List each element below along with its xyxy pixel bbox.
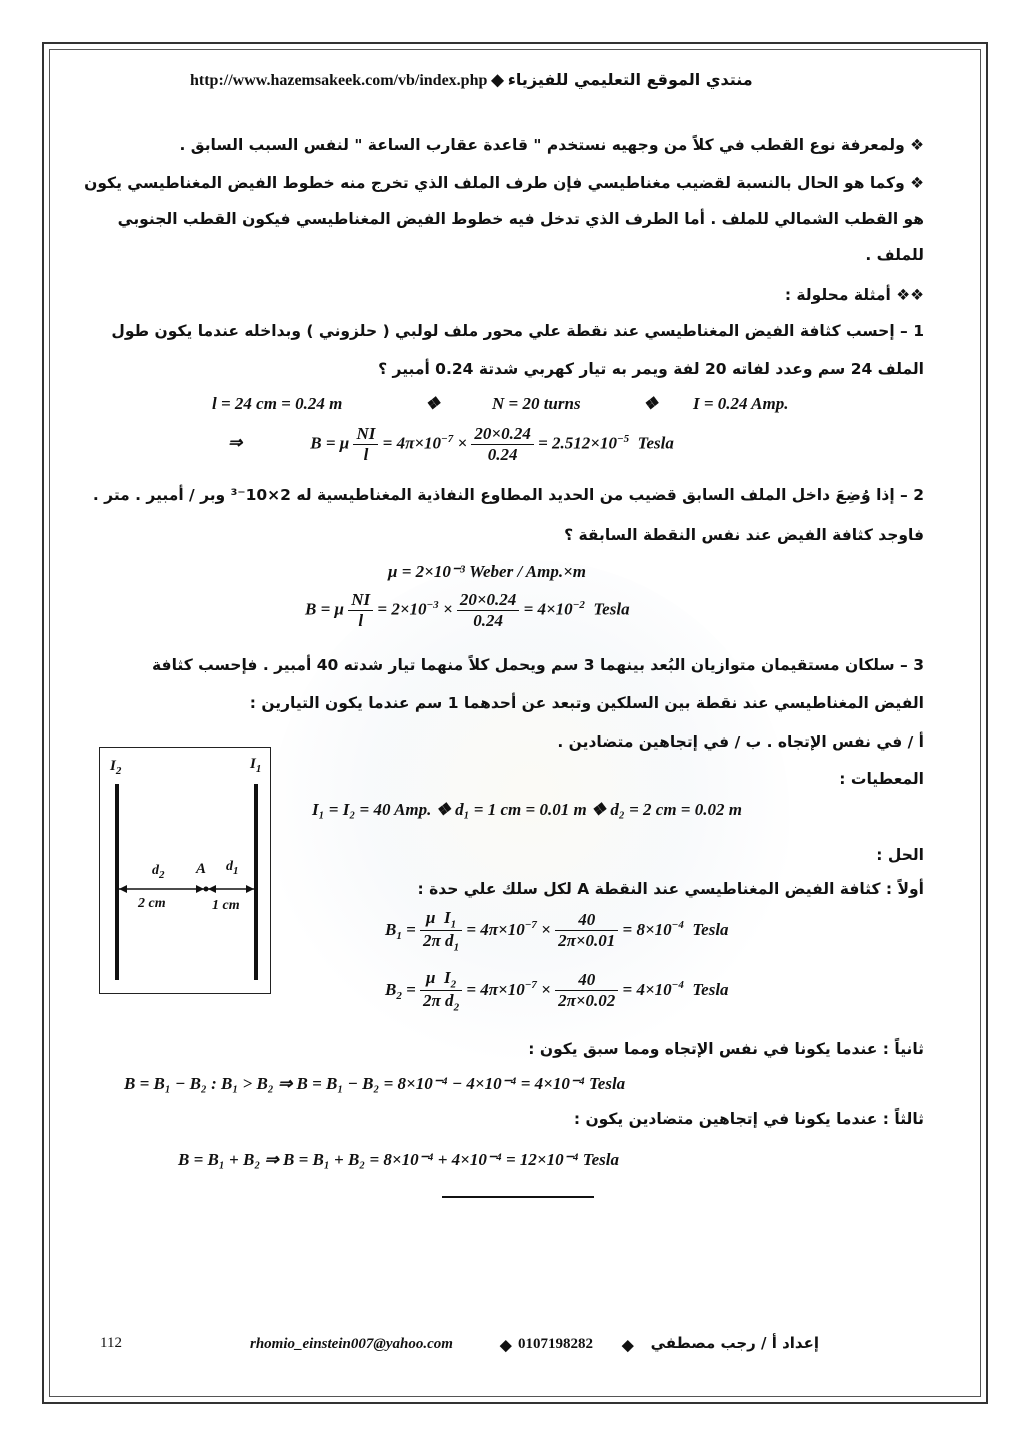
mu-value: μ = 2×10⁻³ Weber / Amp.×m [388,562,587,581]
arrow-head-icon [119,885,127,893]
question-2-line-1: 2 – إذا وُضِعَ داخل الملف السابق قضيب من الحديد المطاوع النفاذية المغناطيسية له 2×10⁻³ وبر / أمبير . متر . [92,486,924,504]
label-i1: $I_1$ [250,756,262,775]
footer-email[interactable]: rhomio_einstein007@yahoo.com [250,1336,453,1352]
arrow-head-icon [246,885,254,893]
paragraph-line-1: ❖ ولمعرفة نوع القطب في كلاً من وجهيه نستخدم " قاعدة عقارب الساعة " لنفس السبب السابق . [179,136,924,154]
diamond-icon: ❖ [425,394,441,413]
label-d2: $d_2$ [152,863,165,881]
question-3-line-1: 3 – سلكان مستقيمان متوازيان البُعد بينهما 3 سم ويحمل كلاً منهما تيار شدته 40 أمبير . فإحسب كثافة [152,656,924,674]
given-wires: I₁ = I₂ = 40 Amp. ❖ d₁ = 1 cm = 0.01 m ❖ d₂ = 2 cm = 0.02 m [312,800,742,819]
header-title: منتدي الموقع التعليمي للفيزياء [507,70,753,89]
wires-diagram [99,747,271,994]
equation-b1: $B_1$ = $\frac{\mu I_1}{2\pi d_1}$ = $4\pi\times 10^{-7}$ × $\frac{40}{2\pi\times 0.01}$ = $8\times 10^{-4}$ Tesla [385,908,729,954]
arrow-head-icon [208,885,216,893]
equation-2: B = μ $\frac{NI}{l}$ = $2\times 10^{-3}$ × $\frac{20\times 0.24}{0.24}$ = $4\times 10^{-2}$ Tesla [305,590,630,630]
givens-label: المعطيات : [839,770,924,788]
point-a-dot [204,887,209,892]
given-turns: N = 20 turns [492,394,581,413]
question-2-line-2: فاوجد كثافة الفيض عند نفس النقطة السابقة ؟ [564,526,924,544]
footer-author: إعداد أ / رجب مصطفي [650,1334,819,1352]
label-i2: $I_2$ [110,758,122,777]
label-d1: $d_1$ [226,859,239,877]
paragraph-line-3: هو القطب الشمالي للملف . أما الطرف الذي تدخل فيه خطوط الفيض المغناطيسي فيكون القطب الجنوبي [117,210,924,228]
paragraph-line-2: ❖ وكما هو الحال بالنسبة لقضيب مغناطيسي فإن طرف الملف الذي تخرج منه خطوط الفيض المغناطيسي يكون [84,174,924,192]
third-step: ثالثاً : عندما يكونا في إتجاهين متضادين يكون : [573,1110,924,1128]
equation-b2: $B_2$ = $\frac{\mu I_2}{2\pi d_2}$ = $4\pi\times 10^{-7}$ × $\frac{40}{2\pi\times 0.02}$ = $4\times 10^{-4}$ Tesla [385,968,729,1014]
question-3-parts: أ / في نفس الإتجاه . ب / في إتجاهين متضادين . [557,733,924,751]
diamond-icon: ◆ [622,1338,634,1354]
page-number: 112 [100,1335,122,1351]
question-3-line-2: الفيض المغناطيسي عند نقطة بين السلكين وتبعد عن أحدهما 1 سم عندما يكون التيارين : [249,694,924,712]
solution-label: الحل : [876,846,924,864]
wires-diagram-svg [100,748,269,992]
label-2cm: 2 cm [138,896,166,911]
label-point-a: A [196,861,207,877]
solved-examples-heading: ❖❖ أمثلة محلولة : [784,286,924,304]
question-1-line-1: 1 – إحسب كثافة الفيض المغناطيسي عند نقطة علي محور ملف لولبي ( حلزوني ) وبداخله عندما يكون طول [111,322,924,340]
label-1cm: 1 cm [212,898,240,913]
question-1-line-2: الملف 24 سم وعدد لفاته 20 لفة ويمر به تيار كهربي شدتة 0.24 أمبير ؟ [378,360,924,378]
equation-1: ⇒ B = μ $\frac{NI}{l}$ = $4\pi\times 10^{-7}$ × $\frac{20\times 0.24}{0.24}$ = $2.512\times 10^{-5}$ Tesla [228,424,674,464]
paragraph-line-4: للملف . [865,246,924,264]
diamond-icon: ◆ [491,72,508,89]
header-url[interactable]: http://www.hazemsakeek.com/vb/index.php [190,72,488,89]
given-length: l = 24 cm = 0.24 m [212,394,343,413]
given-current: I = 0.24 Amp. [693,394,789,413]
equation-same-direction: B = B₁ − B₂ : B₁ > B₂ ⇒ B = B₁ − B₂ = 8×10⁻⁴ − 4×10⁻⁴ = 4×10⁻⁴ Tesla [124,1074,626,1093]
arrow-head-icon [196,885,204,893]
diamond-icon: ❖ [643,394,659,413]
first-step: أولاً : كثافة الفيض المغناطيسي عند النقطة A لكل سلك علي حدة : [417,880,924,898]
header [190,70,753,90]
equation-opposite-direction: B = B₁ + B₂ ⇒ B = B₁ + B₂ = 8×10⁻⁴ + 4×10⁻⁴ = 12×10⁻⁴ Tesla [178,1150,619,1169]
footer-phone: 0107198282 [518,1336,593,1352]
diamond-icon: ◆ [500,1338,512,1354]
end-rule [442,1196,594,1198]
second-step: ثانياً : عندما يكونا في نفس الإتجاه ومما سبق يكون : [528,1040,924,1058]
